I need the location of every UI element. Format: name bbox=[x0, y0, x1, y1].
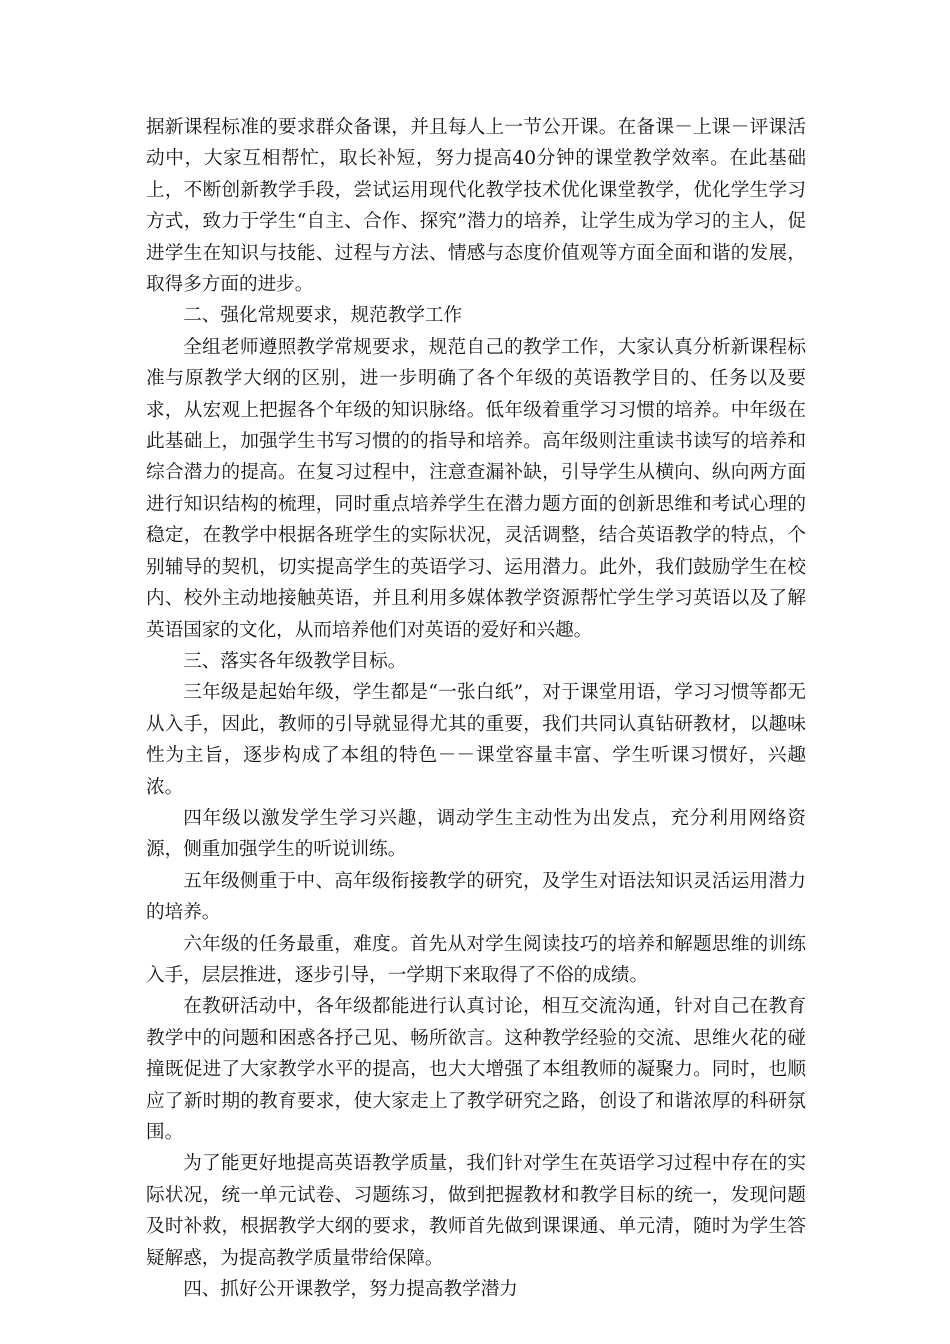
section-heading-4: 四、抓好公开课教学，努力提高教学潜力 bbox=[183, 1279, 518, 1301]
paragraph-grade-six: 六年级的任务最重，难度。首先从对学生阅读技巧的培养和解题思维的训练入手，层层推进，逐步引导，一学期下来取得了不俗的成绩。 bbox=[146, 933, 806, 986]
paragraph-grade-three: 三年级是起始年级，学生都是“一张白纸”，对于课堂用语，学习习惯等都无从入手，因此，教师的引导就显得尤其的重要，我们共同认真钻研教材，以趣味性为主旨，逐步构成了本组的特色－－课堂容量丰富、学生听课习惯好，兴趣浓。 bbox=[146, 682, 806, 798]
paragraph-routine-requirements: 全组老师遵照教学常规要求，规范自己的教学工作，大家认真分析新课程标准与原教学大纲的区别，进一步明确了各个年级的英语教学目的、任务以及要求，从宏观上把握各个年级的知识脉络。低年级着重学习习惯的培养。中年级在此基础上，加强学生书写习惯的的指导和培养。高年级则注重读书读写的培养和综合潜力的提高。在复习过程中，注意查漏补缺，引导学生从横向、纵向两方面进行知识结构的梳理，同时重点培养学生在潜力题方面的创新思维和考试心理的稳定，在教学中根据各班学生的实际状况，灵活调整，结合英语教学的特点，个别辅导的契机，切实提高学生的英语学习、运用潜力。此外，我们鼓励学生在校内、校外主动地接触英语，并且利用多媒体教学资源帮忙学生学习英语以及了解英语国家的文化，从而培养他们对英语的爱好和兴趣。 bbox=[146, 336, 806, 641]
paragraph-continuation: 据新课程标准的要求群众备课，并且每人上一节公开课。在备课－上课－评课活动中，大家互相帮忙，取长补短，努力提高40分钟的课堂教学效率。在此基础上，不断创新教学手段，尝试运用现代化教学技术优化课堂教学，优化学生学习方式，致力于学生“自主、合作、探究”潜力的培养，让学生成为学习的主人，促进学生在知识与技能、过程与方法、情感与态度价值观等方面全面和谐的发展，取得多方面的进步。 bbox=[146, 117, 806, 296]
section-heading-2: 二、强化常规要求，规范教学工作 bbox=[183, 305, 463, 327]
paragraph-grade-four: 四年级以激发学生学习兴趣，调动学生主动性为出发点，充分利用网络资源，侧重加强学生的听说训练。 bbox=[146, 807, 806, 861]
section-heading-3: 三、落实各年级教学目标。 bbox=[183, 650, 407, 672]
document-page bbox=[146, 112, 806, 1305]
paragraph-teaching-quality: 为了能更好地提高英语教学质量，我们针对学生在英语学习过程中存在的实际状况，统一单元试卷、习题练习，做到把握教材和教学目标的统一，发现问题及时补救，根据教学大纲的要求，教师首先做到课课通、单元清，随时为学生答疑解惑，为提高教学质量带给保障。 bbox=[146, 1153, 806, 1269]
paragraph-teaching-research: 在教研活动中，各年级都能进行认真讨论，相互交流沟通，针对自己在教育教学中的问题和困惑各抒己见、畅所欲言。这种教学经验的交流、思维火花的碰撞既促进了大家教学水平的提高，也大大增强了本组教师的凝聚力。同时，也顺应了新时期的教育要求，使大家走上了教学研究之路，创设了和谐浓厚的科研氛围。 bbox=[146, 996, 806, 1143]
paragraph-grade-five: 五年级侧重于中、高年级衔接教学的研究，及学生对语法知识灵活运用潜力的培养。 bbox=[146, 870, 806, 924]
